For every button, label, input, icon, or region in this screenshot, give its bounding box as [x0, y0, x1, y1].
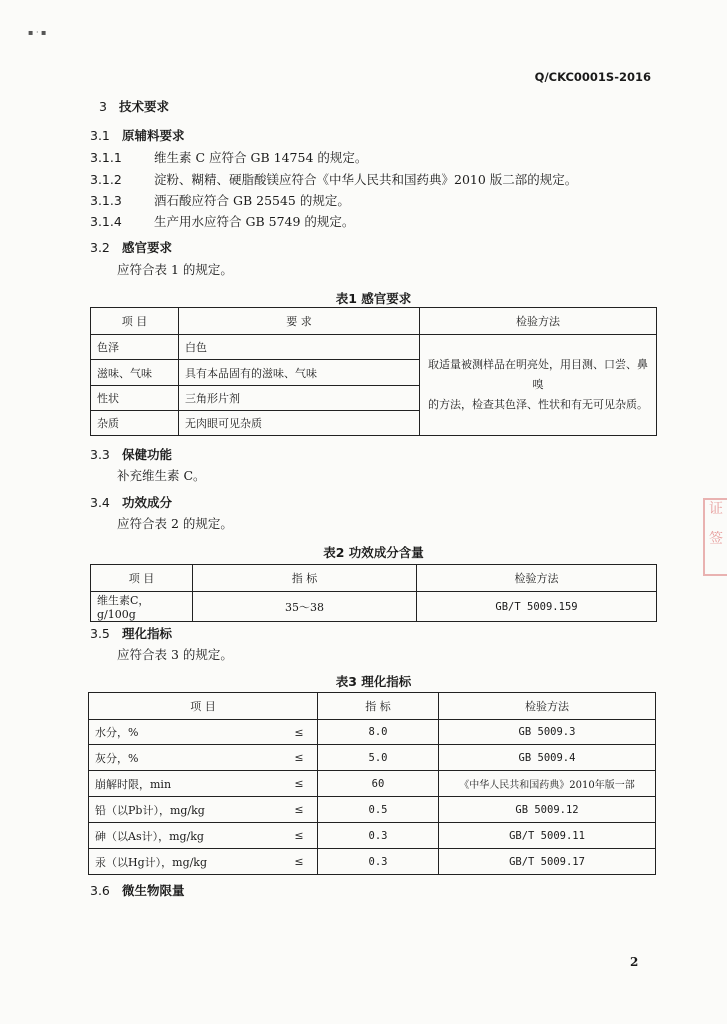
section-3-2-body: 应符合表 1 的规定。	[117, 262, 233, 277]
standard-code: Q/CKC0001S-2016	[534, 70, 651, 84]
row-value: 5.0	[318, 745, 439, 771]
table-2	[90, 564, 657, 622]
method-line: 的方法，检查其色泽、性状和有无可见杂质。	[428, 398, 648, 411]
row-item: 滋味、气味	[91, 360, 179, 386]
table-3	[88, 692, 656, 875]
section-3-4-body: 应符合表 2 的规定。	[117, 516, 233, 531]
section-number: 3.2	[90, 240, 110, 255]
section-title: 原辅料要求	[122, 128, 185, 143]
row-method: GB 5009.4	[439, 745, 656, 771]
clause-3-1-1	[90, 148, 367, 166]
section-3-6-heading	[90, 881, 185, 899]
header-method: 检验方法	[417, 565, 657, 592]
row-value: 0.3	[318, 849, 439, 875]
header-method: 检验方法	[420, 308, 657, 335]
row-value: 0.5	[318, 797, 439, 823]
row-item: 灰分，%	[89, 745, 282, 771]
row-item: 汞（以Hg计），mg/kg	[89, 849, 282, 875]
section-number: 3.6	[90, 883, 110, 898]
stamp-char: 签	[709, 531, 723, 547]
row-item: 性状	[91, 386, 179, 411]
table-row	[91, 592, 657, 622]
header-item: 项 目	[91, 308, 179, 335]
section-number: 3.1	[90, 128, 110, 143]
table-header-row	[91, 308, 657, 335]
row-item: 杂质	[91, 411, 179, 436]
clause-text: 酒石酸应符合 GB 25545 的规定。	[154, 193, 350, 208]
section-3-5-body: 应符合表 3 的规定。	[117, 647, 233, 662]
row-item: 水分，%	[89, 720, 282, 745]
row-item: 砷（以As计），mg/kg	[89, 823, 282, 849]
row-operator: ≤	[281, 823, 318, 849]
row-requirement: 具有本品固有的滋味、气味	[179, 360, 420, 386]
row-value: 60	[318, 771, 439, 797]
table-row	[89, 771, 656, 797]
section-3-heading	[99, 97, 169, 115]
row-item: 色泽	[91, 335, 179, 360]
scan-specks: ▪ · ▪	[28, 28, 47, 37]
header-value: 指 标	[193, 565, 417, 592]
row-method: GB/T 5009.17	[439, 849, 656, 875]
section-title: 理化指标	[122, 626, 173, 641]
clause-text: 生产用水应符合 GB 5749 的规定。	[154, 214, 355, 229]
row-value: 35～38	[193, 592, 417, 622]
section-number: 3.3	[90, 447, 110, 462]
row-value: 8.0	[318, 720, 439, 745]
table-header-row	[91, 565, 657, 592]
table-1	[90, 307, 657, 436]
row-operator: ≤	[281, 745, 318, 771]
row-method: GB 5009.12	[439, 797, 656, 823]
clause-number: 3.1.4	[90, 214, 122, 229]
clause-3-1-2	[90, 170, 577, 188]
section-number: 3.5	[90, 626, 110, 641]
row-method: GB/T 5009.11	[439, 823, 656, 849]
table-row	[89, 720, 656, 745]
clause-3-1-4	[90, 212, 354, 230]
header-item: 项 目	[91, 565, 193, 592]
table-3-caption: 表3 理化指标	[335, 674, 412, 689]
row-operator: ≤	[281, 797, 318, 823]
clause-text: 淀粉、糊精、硬脂酸镁应符合《中华人民共和国药典》2010 版二部的规定。	[154, 172, 578, 187]
section-title: 技术要求	[119, 99, 170, 114]
table-row	[91, 335, 657, 360]
clause-number: 3.1.1	[90, 150, 122, 165]
section-number: 3.4	[90, 495, 110, 510]
row-method: 《中华人民共和国药典》2010年版一部	[439, 771, 656, 797]
section-3-1-heading	[90, 126, 185, 144]
clause-3-1-3	[90, 191, 350, 209]
header-requirement: 要 求	[179, 308, 420, 335]
clause-number: 3.1.3	[90, 193, 122, 208]
table-row	[89, 849, 656, 875]
row-operator: ≤	[281, 849, 318, 875]
table-2-caption: 表2 功效成分含量	[323, 545, 424, 560]
section-3-5-heading	[90, 624, 172, 642]
row-item: 崩解时限，min	[89, 771, 282, 797]
section-3-3-body: 补充维生素 C。	[117, 468, 206, 483]
header-method: 检验方法	[439, 693, 656, 720]
section-title: 感官要求	[122, 240, 173, 255]
stamp-char: 证	[709, 501, 723, 517]
header-value: 指 标	[318, 693, 439, 720]
section-number: 3	[99, 99, 107, 114]
method-cell	[420, 335, 657, 436]
row-operator: ≤	[281, 771, 318, 797]
section-3-2-heading	[90, 238, 172, 256]
table-1-caption: 表1 感官要求	[335, 291, 412, 306]
row-item: 铅（以Pb计），mg/kg	[89, 797, 282, 823]
table-row	[89, 797, 656, 823]
clause-text: 维生素 C 应符合 GB 14754 的规定。	[154, 150, 368, 165]
table-row	[89, 745, 656, 771]
header-item: 项 目	[89, 693, 318, 720]
row-requirement: 白色	[179, 335, 420, 360]
clause-number: 3.1.2	[90, 172, 122, 187]
section-title: 保健功能	[122, 447, 173, 462]
method-line: 取适量被测样品在明亮处，用目测、口尝、鼻嗅	[428, 358, 648, 391]
row-item: 维生素C， g/100g	[91, 592, 193, 622]
page-number: 2	[630, 955, 639, 969]
section-title: 微生物限量	[122, 883, 185, 898]
table-header-row	[89, 693, 656, 720]
row-value: 0.3	[318, 823, 439, 849]
table-row	[89, 823, 656, 849]
row-requirement: 三角形片剂	[179, 386, 420, 411]
section-title: 功效成分	[122, 495, 173, 510]
red-seal-stamp	[703, 498, 727, 576]
section-3-3-heading	[90, 445, 172, 463]
section-3-4-heading	[90, 493, 172, 511]
row-operator: ≤	[281, 720, 318, 745]
row-requirement: 无肉眼可见杂质	[179, 411, 420, 436]
row-method: GB 5009.3	[439, 720, 656, 745]
row-method: GB/T 5009.159	[417, 592, 657, 622]
